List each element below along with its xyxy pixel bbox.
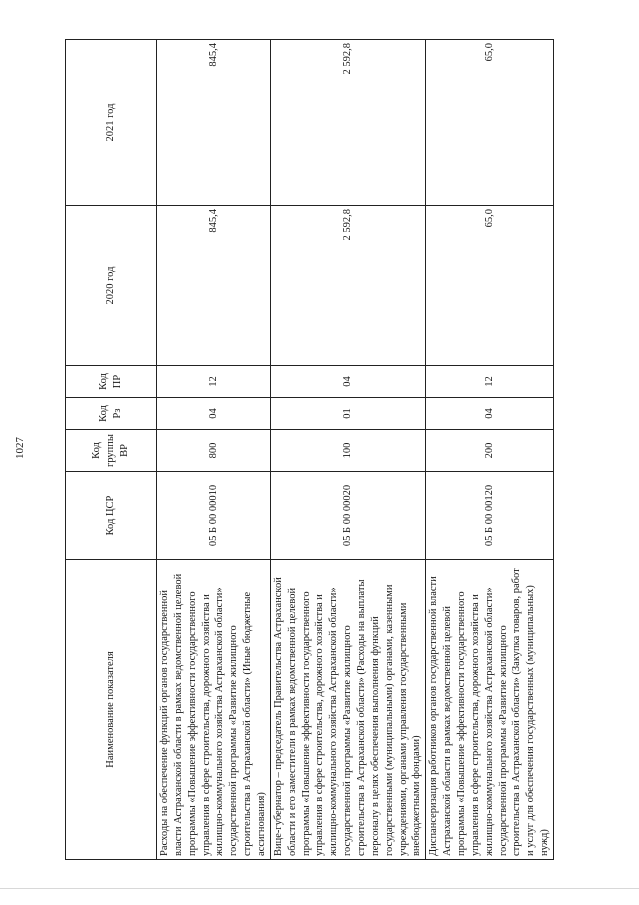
header-2021: 2021 год	[66, 40, 157, 206]
page-number: 1027	[14, 437, 26, 459]
rotated-table-frame	[65, 40, 551, 860]
scan-edge-line	[0, 888, 639, 889]
cell-pr: 12	[157, 366, 271, 398]
header-name: Наименование показателя	[66, 560, 157, 860]
cell-2020: 65,0	[426, 206, 554, 366]
budget-table	[65, 39, 554, 860]
table-row	[426, 40, 554, 860]
cell-name: Вице-губернатор – председатель Правительства Астраханской области и его заместители в рамках ведомственной целевой программы «Повышение эффективности государственного управления в сфере строительства, дорожного хозяйства и жилищно-коммунального хозяйства Астраханской области» государственной программы «Развитие жилищного строительства в Астраханской области» (Расходы на выплаты персоналу в целях обеспечения выполнения функций государственными (муниципальными) органами, казенными учреждениями, органами управления государственными внебюджетными фондами)	[270, 560, 425, 860]
cell-csr: 05 Б 00 00020	[270, 472, 425, 560]
cell-2021: 2 592,8	[270, 40, 425, 206]
header-row	[66, 40, 157, 860]
cell-csr: 05 Б 00 00120	[426, 472, 554, 560]
table-row	[157, 40, 271, 860]
cell-rz: 04	[157, 398, 271, 430]
cell-2021: 845,4	[157, 40, 271, 206]
cell-pr: 04	[270, 366, 425, 398]
landscape-table-container	[65, 40, 551, 860]
cell-name: Расходы на обеспечение функций органов государственной власти Астраханской области в рамках ведомственной целевой программы «Повышение эффективности государственного управления в сфере строительства, дорожного хозяйства и жилищно-коммунального хозяйства Астраханской области» государственной программы «Развитие жилищного строительства в Астраханской области» (Иные бюджетные ассигнования)	[157, 560, 271, 860]
header-rz: Код Рз	[66, 398, 157, 430]
header-pr: Код ПР	[66, 366, 157, 398]
cell-rz: 01	[270, 398, 425, 430]
cell-vr: 100	[270, 430, 425, 472]
header-vr: Код группы ВР	[66, 430, 157, 472]
cell-vr: 800	[157, 430, 271, 472]
cell-pr: 12	[426, 366, 554, 398]
cell-2020: 2 592,8	[270, 206, 425, 366]
table-header	[66, 40, 157, 860]
cell-2020: 845,4	[157, 206, 271, 366]
header-csr: Код ЦСР	[66, 472, 157, 560]
cell-name: Диспансеризация работников органов государственной власти Астраханской области в рамках ведомственной целевой программы «Повышение эффективности государственного управления в сфере строительства, дорожного хозяйства и жилищно-коммунального хозяйства Астраханской области» государственной программы «Развитие жилищного строительства в Астраханской области» (Закупка товаров, работ и услуг для обеспечения государственных (муниципальных) нужд)	[426, 560, 554, 860]
cell-rz: 04	[426, 398, 554, 430]
cell-vr: 200	[426, 430, 554, 472]
table-body	[157, 40, 554, 860]
cell-csr: 05 Б 00 00010	[157, 472, 271, 560]
table-row	[270, 40, 425, 860]
cell-2021: 65,0	[426, 40, 554, 206]
header-2020: 2020 год	[66, 206, 157, 366]
